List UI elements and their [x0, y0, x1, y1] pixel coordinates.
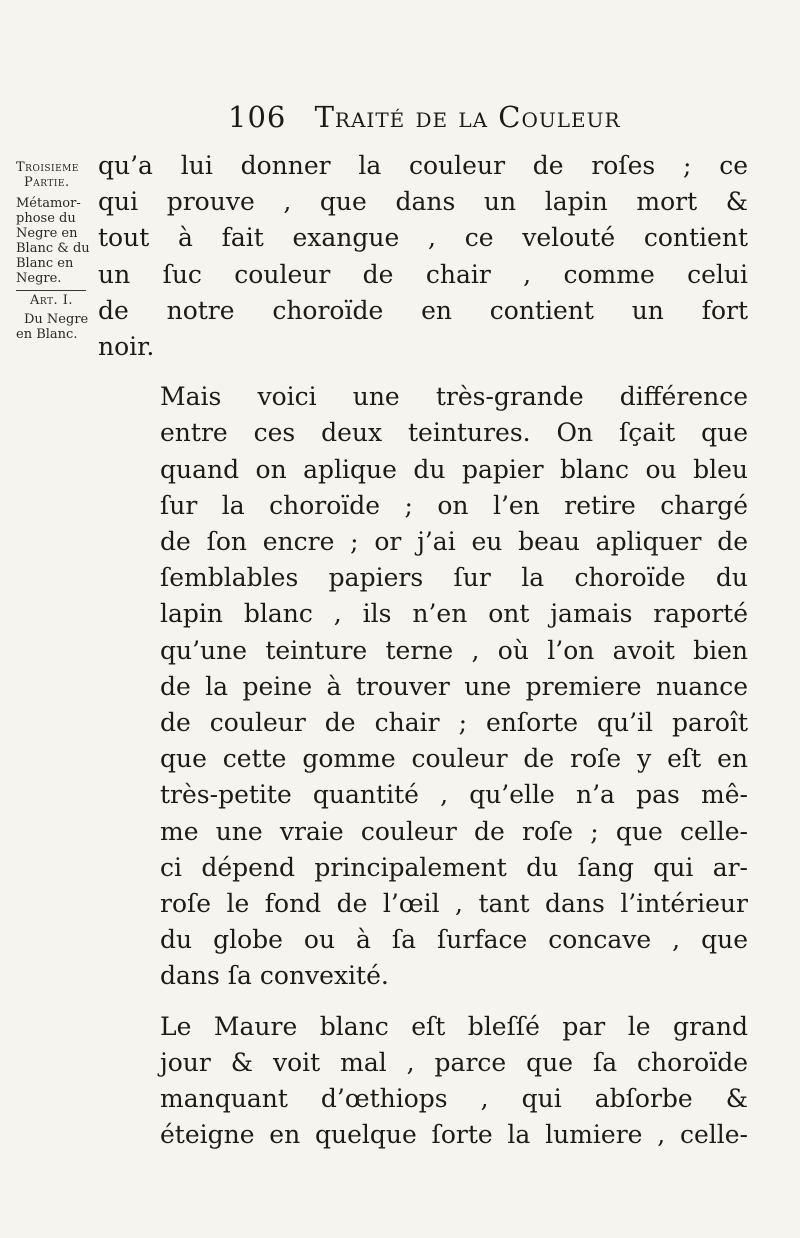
margin-note: Art. I. — [30, 293, 74, 308]
text-line: ſur la choroïde ; on l’en retire chargé — [160, 490, 748, 520]
margin-note: Blanc en — [16, 256, 74, 271]
margin-note: Troisieme — [16, 160, 79, 175]
text-line: lapin blanc , ils n’en ont jamais raporté — [160, 599, 748, 629]
text-line: ſemblables papiers ſur la choroïde du — [160, 563, 748, 593]
text-line: qu’a lui donner la couleur de roſes ; ce — [98, 151, 748, 180]
margin-note: Du Negre — [24, 312, 89, 327]
text-line: du globe ou à ſa ſurface concave , que — [160, 925, 748, 955]
text-line: roſe le fond de l’œil , tant dans l’intérieur — [160, 889, 748, 919]
margin-note: Negre en — [16, 226, 78, 241]
text-line: tout à fait exangue , ce velouté contient — [98, 223, 748, 253]
text-line: qu’une teinture terne , où l’on avoit bien — [160, 635, 748, 665]
text-line: Mais voici une très-grande différence — [160, 382, 748, 412]
running-title: Traité de la Couleur — [314, 100, 621, 134]
text-line: un ſuc couleur de chair , comme celui — [98, 259, 748, 289]
text-line: dans ſa convexité. — [160, 961, 389, 991]
margin-divider — [16, 290, 86, 291]
running-header — [228, 100, 748, 140]
text-line: éteigne en quelque ſorte la lumiere , celle- — [160, 1120, 748, 1150]
text-line: de la peine à trouver une premiere nuance — [160, 671, 748, 701]
text-line: très-petite quantité , qu’elle n’a pas mê- — [160, 780, 748, 810]
text-line: ci dépend principalement du ſang qui ar- — [160, 852, 748, 882]
paragraph — [98, 148, 748, 365]
body-text — [98, 148, 748, 1153]
text-line: qui prouve , que dans un lapin mort & — [98, 187, 748, 217]
text-line: entre ces deux teintures. On ſçait que — [160, 418, 748, 448]
text-line: jour & voit mal , parce que ſa choroïde — [160, 1047, 748, 1077]
margin-note: phose du — [16, 211, 76, 226]
text-line: de ſon encre ; or j’ai eu beau apliquer de — [160, 527, 748, 557]
margin-note: Métamor- — [16, 196, 81, 211]
text-line: que cette gomme couleur de roſe y eſt en — [160, 744, 748, 774]
text-line: quand on aplique du papier blanc ou bleu — [160, 454, 748, 484]
text-line: manquant d’œthiops , qui abſorbe & — [160, 1084, 748, 1114]
page-number: 106 — [228, 100, 287, 134]
text-line: Le Maure blanc eſt bleſſé par le grand — [160, 1011, 748, 1041]
paragraph — [98, 379, 748, 994]
margin-note: en Blanc. — [16, 327, 78, 342]
margin-note: Partie. — [24, 175, 70, 190]
margin-notes — [16, 160, 94, 342]
margin-note: Blanc & du — [16, 241, 90, 256]
text-line: de notre choroïde en contient un fort — [98, 295, 748, 325]
text-line: de couleur de chair ; enſorte qu’il paroît — [160, 708, 748, 738]
text-line: me une vraie couleur de roſe ; que celle- — [160, 816, 748, 846]
text-line: noir. — [98, 332, 155, 362]
paragraph — [98, 1009, 748, 1154]
margin-note: Negre. — [16, 271, 62, 286]
